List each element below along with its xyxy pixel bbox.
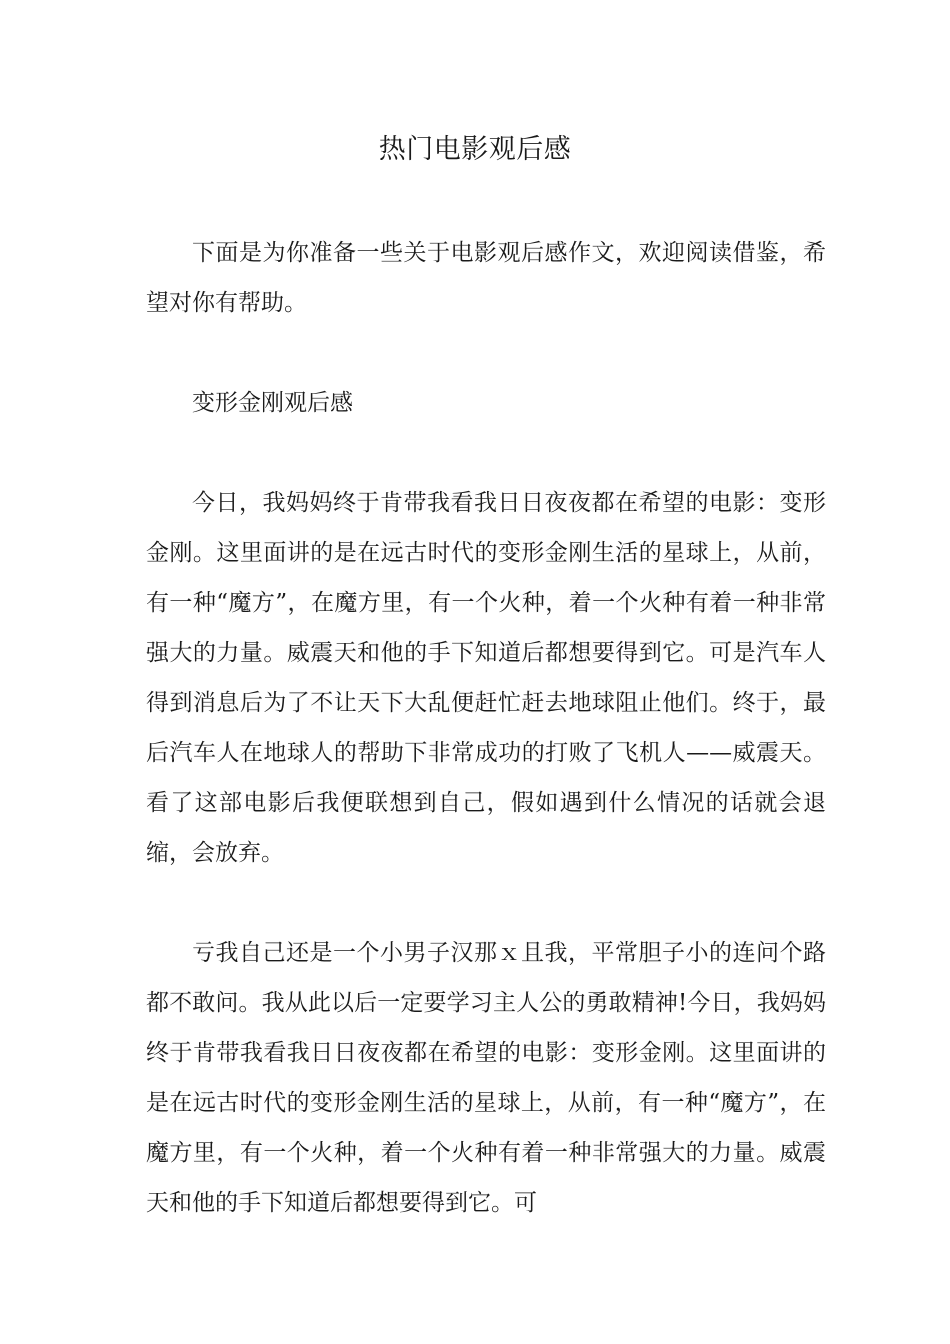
body-paragraph: 亏我自己还是一个小男子汉那ｘ且我，平常胆子小的连问个路都不敢问。我从此以后一定要学习主人公的勇敢精神!今日，我妈妈终于肯带我看我日日夜夜都在希望的电影：变形金刚。这里面讲的是在远古时代的变形金刚生活的星球上，从前，有一种“魔方”，在魔方里，有一个火种，着一个火种有着一种非常强大的力量。威震天和他的手下知道后都想要得到它。可 <box>146 940 826 1216</box>
paragraph-gap <box>146 328 826 378</box>
document-body <box>146 228 826 1228</box>
section-heading: 变形金刚观后感 <box>192 390 353 416</box>
paragraph-gap <box>146 428 826 478</box>
document-title: 热门电影观后感 <box>378 134 572 165</box>
intro-paragraph: 下面是为你准备一些关于电影观后感作文，欢迎阅读借鉴，希望对你有帮助。 <box>146 240 826 316</box>
paragraph-gap <box>146 878 826 928</box>
body-paragraph: 今日，我妈妈终于肯带我看我日日夜夜都在希望的电影：变形金刚。这里面讲的是在远古时代的变形金刚生活的星球上，从前，有一种“魔方”，在魔方里，有一个火种，着一个火种有着一种非常强大的力量。威震天和他的手下知道后都想要得到它。可是汽车人得到消息后为了不让天下大乱便赶忙赶去地球阻止他们。终于，最后汽车人在地球人的帮助下非常成功的打败了飞机人——威震天。看了这部电影后我便联想到自己，假如遇到什么情况的话就会退缩，会放弃。 <box>146 490 826 866</box>
